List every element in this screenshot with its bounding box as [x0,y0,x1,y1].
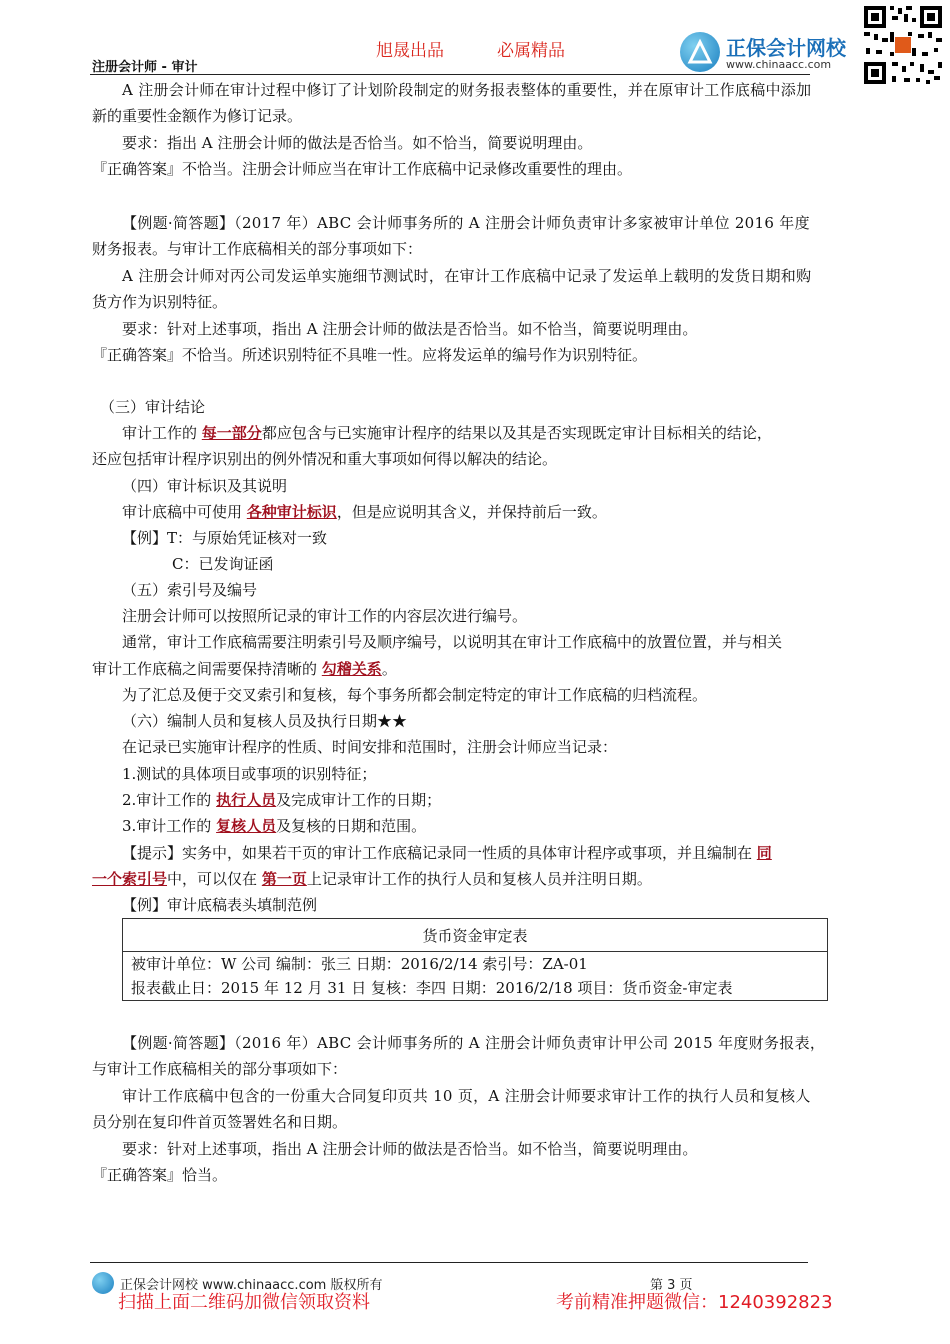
brand-logo [680,30,860,74]
key-term: 每一部分 [201,424,262,442]
text-line: 货方作为识别特征。 [92,293,228,311]
text-line: 为了汇总及便于交叉索引和复核，每个事务所都会制定特定的审计工作底稿的归档流程。 [122,686,708,704]
text-span: 都应包含与已实施审计程序的结果以及其是否实现既定审计目标相关的结论， [261,424,772,442]
text-line: 注册会计师可以按照所记录的审计工作的内容层次进行编号。 [122,607,528,625]
footer-logo-icon [92,1272,114,1294]
key-term: 复核人员 [216,817,277,835]
course-title: 注册会计师 - 审计 [92,60,198,75]
table-title: 货币资金审定表 [123,919,828,952]
page-number: 第 3 页 [650,1278,693,1293]
section-heading: （六）编制人员和复核人员及执行日期★★ [122,712,408,730]
key-term: 勾稽关系 [321,660,382,678]
text-line [122,421,882,445]
header-slogan-right: 必属精品 [497,41,565,61]
text-line: 要求：针对上述事项，指出 A 注册会计师的做法是否恰当。如不恰当，简要说明理由。 [122,1140,698,1158]
text-span: 2.审计工作的 [122,791,212,809]
text-line: 【例】审计底稿表头填制范例 [122,896,318,914]
text-span: 中，可以仅在 [167,870,258,888]
table-body [123,952,828,1001]
text-span: 审计底稿中可使用 [122,503,243,521]
text-line: C：已发询证函 [172,555,274,573]
footer-copyright: 正保会计网校 www.chinaacc.com 版权所有 [120,1278,383,1293]
key-term: 同 [756,844,772,862]
text-span: 上记录审计工作的执行人员和复核人员并注明日期。 [306,870,652,888]
answer-line: 『正确答案』不恰当。所述识别特征不具唯一性。应将发运单的编号作为识别特征。 [92,346,648,364]
section-heading: （四）审计标识及其说明 [122,477,288,495]
text-line: 要求：指出 A 注册会计师的做法是否恰当。如不恰当，简要说明理由。 [122,134,593,152]
text-line: 审计工作底稿中包含的一份重大合同复印页共 10 页，A 注册会计师要求审计工作的执行人员和复核人 [122,1087,811,1105]
text-line: 财务报表。与审计工作底稿相关的部分事项如下： [92,240,423,258]
tip-line [92,867,852,891]
answer-line: 『正确答案』不恰当。注册会计师应当在审计工作底稿中记录修改重要性的理由。 [92,160,633,178]
text-span: 【提示】实务中，如果若干页的审计工作底稿记录同一性质的具体审计程序或事项，并且编制在 [122,844,753,862]
text-line: A 注册会计师在审计过程中修订了计划阶段制定的财务报表整体的重要性，并在原审计工作底稿中添加 [122,81,812,99]
text-line: 要求：针对上述事项，指出 A 注册会计师的做法是否恰当。如不恰当，简要说明理由。 [122,320,698,338]
list-item [122,788,882,812]
text-line: 通常，审计工作底稿需要注明索引号及顺序编号，以说明其在审计工作底稿中的放置位置，并与相关 [122,633,783,651]
table-row: 被审计单位：W 公司 编制：张三 日期：2016/2/14 索引号：ZA-01 [131,955,588,973]
key-term: 一个索引号 [92,870,168,888]
text-line: A 注册会计师对丙公司发运单实施细节测试时，在审计工作底稿中记录了发运单上载明的发货日期和购 [122,267,812,285]
answer-line: 『正确答案』恰当。 [92,1166,228,1184]
text-line: 在记录已实施审计程序的性质、时间安排和范围时，注册会计师应当记录： [122,738,618,756]
text-span: 3.审计工作的 [122,817,212,835]
footer-promo-left: 扫描上面二维码加微信领取资料 [118,1292,370,1313]
key-term: 执行人员 [216,791,277,809]
text-line: 与审计工作底稿相关的部分事项如下： [92,1060,348,1078]
example-heading: 【例题·简答题】（2017 年）ABC 会计师事务所的 A 注册会计师负责审计多家被审计单位 2016 年度 [122,214,810,232]
text-line [92,657,852,681]
brand-logo-icon [680,32,720,72]
text-span: 及复核的日期和范围。 [276,817,427,835]
table-row: 报表截止日：2015 年 12 月 31 日 复核：李四 日期：2016/2/18 项目：货币资金-审定表 [131,979,733,997]
brand-url: www.chinaacc.com [726,58,832,71]
audit-header-table [122,918,828,1001]
text-line: 【例】T：与原始凭证核对一致 [122,529,328,547]
key-term: 各种审计标识 [246,503,337,521]
list-item [122,814,882,838]
list-item: 1.测试的具体项目或事项的识别特征； [122,765,377,783]
header-divider [90,74,810,75]
brand-name: 正保会计网校 [726,36,846,60]
text-span: 及完成审计工作的日期； [276,791,442,809]
text-span: 审计工作底稿之间需要保持清晰的 [92,660,318,678]
section-heading: （五）索引号及编号 [122,581,258,599]
example-heading: 【例题·简答题】（2016 年）ABC 会计师事务所的 A 注册会计师负责审计甲公司 2015 年度财务报表， [122,1034,826,1052]
text-line: 还应包括审计程序识别出的例外情况和重大事项如何得以解决的结论。 [92,450,558,468]
text-span: ，但是应说明其含义，并保持前后一致。 [336,503,607,521]
section-heading: （三）审计结论 [100,398,206,416]
header-slogan-left: 旭晟出品 [376,41,444,61]
text-span: 审计工作的 [122,424,198,442]
text-line: 员分别在复印件首页签署姓名和日期。 [92,1113,348,1131]
text-span: 。 [381,660,397,678]
qr-code-icon [862,4,944,86]
tip-line [122,841,882,865]
key-term: 第一页 [261,870,307,888]
text-line: 新的重要性金额作为修订记录。 [92,107,303,125]
text-line [122,500,882,524]
footer-divider [90,1262,808,1263]
footer-promo-right: 考前精准押题微信：1240392823 [556,1292,833,1313]
